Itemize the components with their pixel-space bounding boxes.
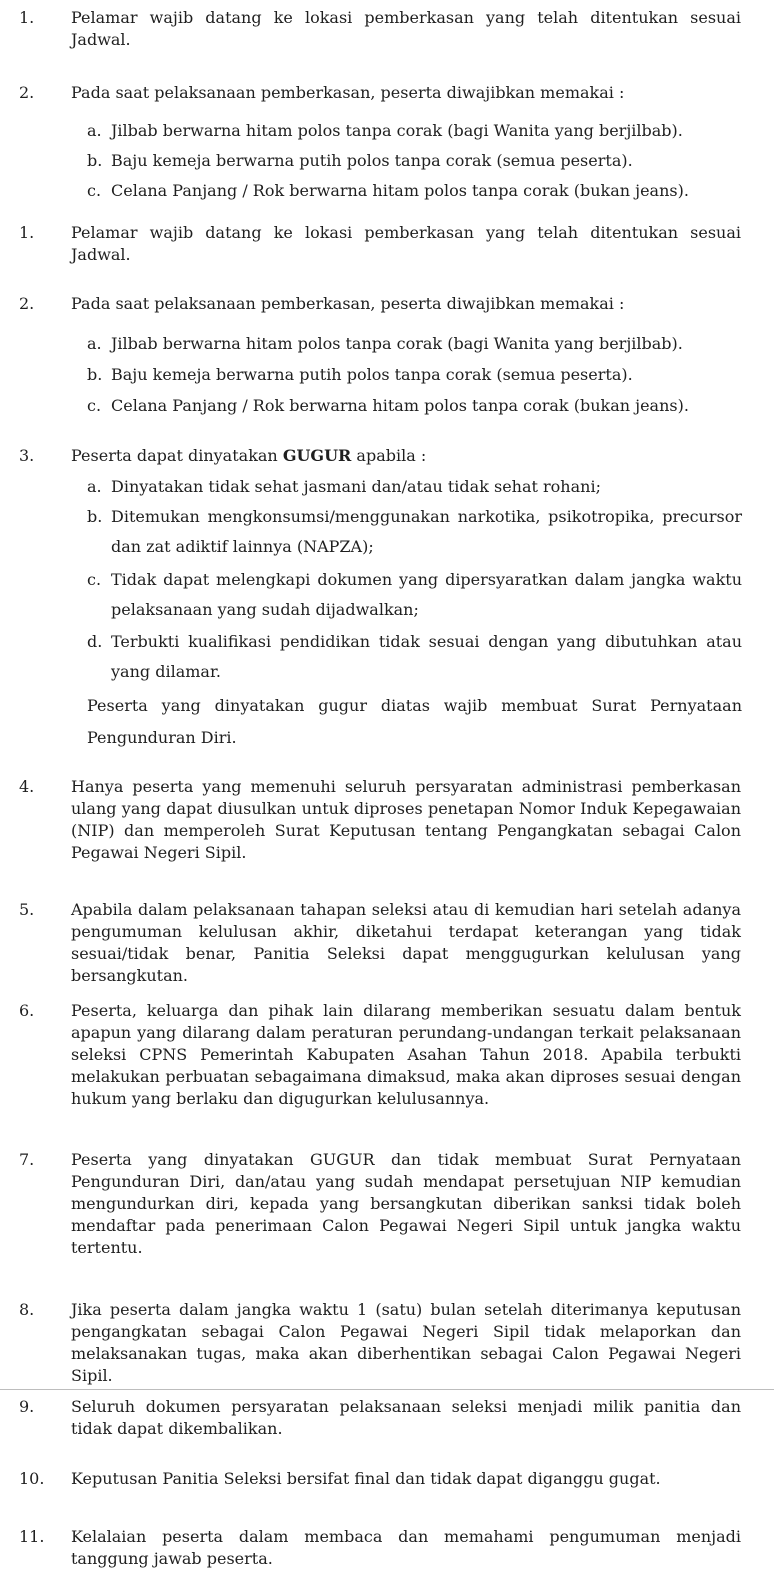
note-paragraph: Peserta yang dinyatakan gugur diatas wajib membuat Surat Pernyataan Pengunduran Diri. [87,696,742,747]
sub-item: b. Ditemukan mengkonsumsi/menggunakan narkotika, psikotropika, precursor dan zat adiktif lainnya (NAPZA); [87,507,742,556]
gugur-bold: GUGUR [282,446,352,465]
document-strip-3: 9. Seluruh dokumen persyaratan pelaksanaan seleksi menjadi milik panitia dan tidak dapat dikembalikan. 10. Keputusan Panitia Seleksi bersifat final dan tidak dapat diganggu gugat. 11. Kelalaian peserta dalam membaca dan memahami pengumuman menjadi tanggung jawab peserta. [0,1389,774,1591]
sub-item: c. Tidak dapat melengkapi dokumen yang dipersyaratkan dalam jangka waktu pelaksanaan yang sudah dijadwalkan; [87,570,742,619]
document-strip-1 [0,0,774,209]
item-text: Pelamar wajib datang ke lokasi pemberkasan yang telah ditentukan sesuai Jadwal. [71,8,741,49]
item-number: 1. [19,8,35,27]
sub-item: a. Jilbab berwarna hitam polos tanpa corak (bagi Wanita yang berjilbab). [87,334,683,353]
document-strip-2: 1. Pelamar wajib datang ke lokasi pemberkasan yang telah ditentukan sesuai Jadwal. 2. Pada saat pelaksanaan pemberkasan, peserta diwajibkan memakai : a. Jilbab berwarna hitam polos tanpa corak (bagi Wanita yang berjilbab). b. Baju kemeja berwarna putih polos tanpa corak (semua peserta). c. Celana Panjang / Rok berwarna hitam polos tanpa corak (bukan jeans). 3. Peserta dapat dinyatakan GUGUR apabila : a. Dinyatakan tidak sehat jasmani dan/atau tidak sehat rohani; b. Ditemukan mengkonsumsi/menggunakan narkotika, psikotropika, precursor dan zat adiktif lainnya (NAPZA); c. Tidak dapat melengkapi dokumen yang dipersyaratkan dalam jangka waktu pelaksanaan yang sudah dijadwalkan; d. Terbukti kualifikasi pendidikan tidak sesuai dengan yang dibutuhkan atau yang dilamar. Peserta yang dinyatakan gugur diatas wajib membuat Surat Pernyataan Pengunduran Diri. 4. Hanya peserta yang memenuhi seluruh persyaratan administrasi pemberkasan ulang yang dapat diusulkan untuk diproses penetapan Nomor Induk Kepegawaian (NIP) dan memperoleh Surat Keputusan tentang Pengangkatan sebagai Calon Pegawai Negeri Sipil. 5. Apabila dalam pelaksanaan tahapan seleksi atau di kemudian hari setelah adanya pengumuman kelulusan akhir, diketahui terdapat keterangan yang tidak sesuai/tidak benar, Panitia Seleksi dapat menggugurkan kelulusan yang bersangkutan. 6. Peserta, keluarga dan pihak lain dilarang memberikan sesuatu dalam bentuk apapun yang dilarang dalam peraturan perundang-undangan terkait pelaksanaan seleksi CPNS Pemerintah Kabupaten Asahan Tahun 2018. Apabila terbukti melakukan perbuatan sebagaimana dimaksud, maka akan diproses sesuai dengan hukum yang berlaku dan digugurkan kelulusannya. 7. Peserta yang dinyatakan GUGUR dan tidak membuat Surat Pernyataan Pengunduran Diri, dan/atau yang sudah mendapat persetujuan NIP kemudian mengundurkan diri, kepada yang bersangkutan diberikan sanksi tidak boleh mendaftar pada penerimaan Calon Pegawai Negeri Sipil untuk jangka waktu tertentu. 8. Jika peserta dalam jangka waktu 1 (satu) bulan setelah diterimanya keputusan pengangkatan sebagai Calon Pegawai Negeri Sipil tidak melaporkan dan melaksanakan tugas, maka akan diberhentikan sebagai Calon Pegawai Negeri Sipil. [0,209,774,1387]
sub-item: d. Terbukti kualifikasi pendidikan tidak sesuai dengan yang dibutuhkan atau yang dilamar. [87,632,742,681]
sub-item: b. Baju kemeja berwarna putih polos tanpa corak (semua peserta). [87,151,633,170]
item-number: 2. [19,83,35,102]
sub-item: b. Baju kemeja berwarna putih polos tanpa corak (semua peserta). [87,365,633,384]
sub-item: a. Jilbab berwarna hitam polos tanpa corak (bagi Wanita yang berjilbab). [87,121,683,140]
sub-item: c. Celana Panjang / Rok berwarna hitam polos tanpa corak (bukan jeans). [87,396,689,415]
item-text: Pada saat pelaksanaan pemberkasan, peserta diwajibkan memakai : [71,83,625,102]
sub-item-cut: c. Celana Panjang / Rok berwarna hitam polos tanpa corak (bukan jeans). [87,181,689,200]
sub-item: a. Dinyatakan tidak sehat jasmani dan/atau tidak sehat rohani; [87,477,601,496]
